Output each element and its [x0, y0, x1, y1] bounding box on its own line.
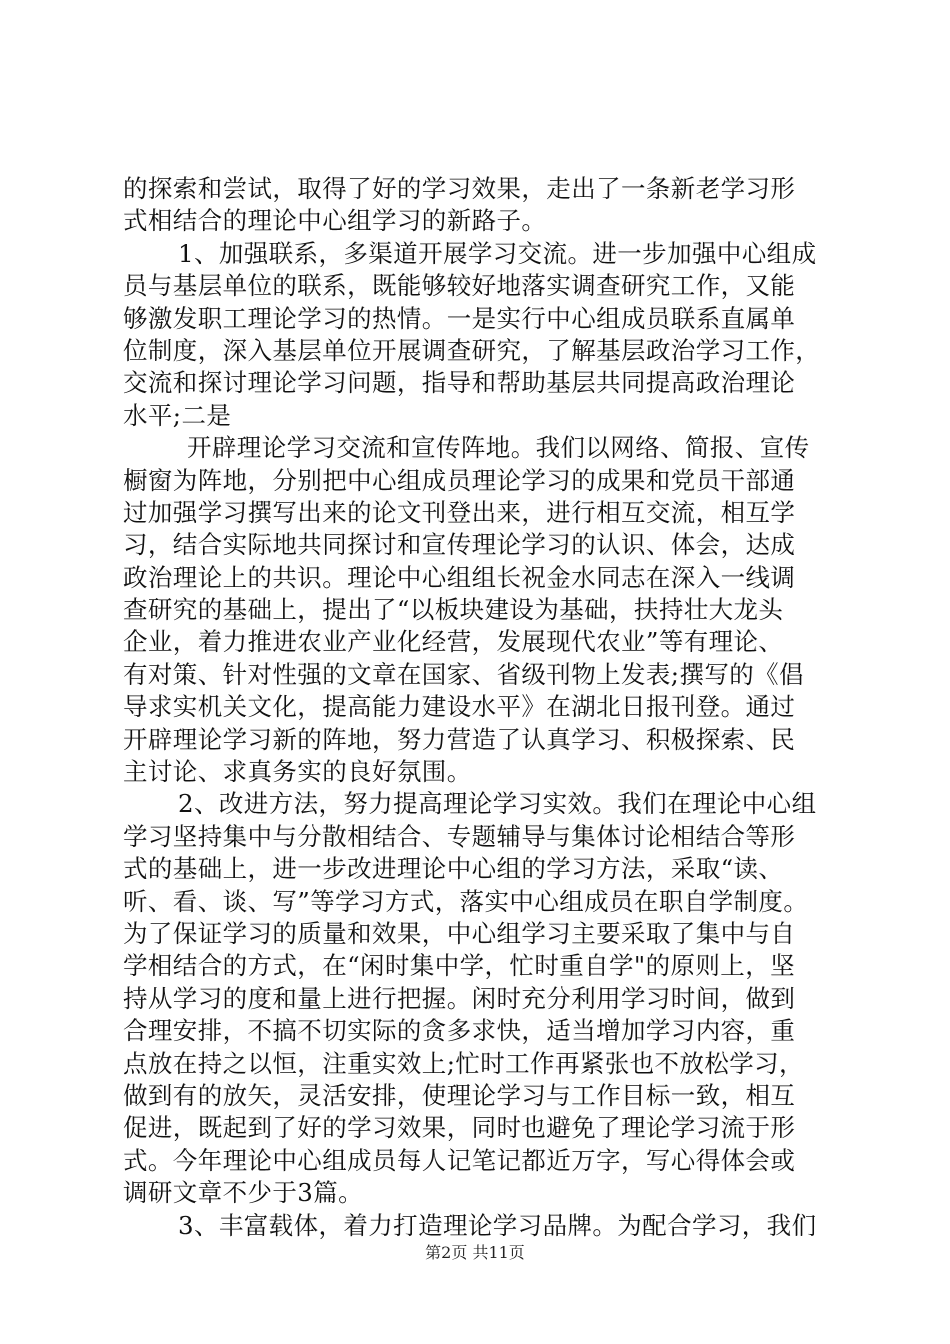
page-footer [0, 1243, 950, 1263]
text-line: 习，结合实际地共同探讨和宣传理论学习的认识、体会，达成 [123, 530, 796, 560]
paragraph-1-start: 1、加强联系，多渠道开展学习交流。进一步加强中心组成 [178, 238, 817, 268]
text-line: 学相结合的方式，在“闲时集中学，忙时重自学"的原则上，坚 [123, 951, 795, 981]
text-line: 式的基础上，进一步改进理论中心组的学习方法，采取“读、 [123, 854, 784, 884]
text-line: 有对策、针对性强的文章在国家、省级刊物上发表;撰写的《倡 [123, 659, 804, 689]
text-line: 开辟理论学习新的阵地，努力营造了认真学习、积极探索、民 [123, 724, 796, 754]
text-line: 做到有的放矢，灵活安排，使理论学习与工作目标一致，相互 [123, 1080, 796, 1110]
paragraph-3-start: 3、丰富载体，着力打造理论学习品牌。为配合学习，我们 [178, 1210, 817, 1240]
paragraph-2-start: 2、改进方法，努力提高理论学习实效。我们在理论中心组 [178, 789, 817, 819]
body-text [123, 173, 833, 1242]
text-line: 式。今年理论中心组成员每人记笔记都近万字，写心得体会或 [123, 1145, 796, 1175]
text-line: 合理安排，不搞不切实际的贪多求快，适当增加学习内容，重 [123, 1016, 796, 1046]
text-line: 员与基层单位的联系，既能够较好地落实调查研究工作，又能 [123, 271, 796, 301]
text-line: 的探索和尝试，取得了好的学习效果，走出了一条新老学习形 [123, 174, 796, 203]
text-line: 导求实机关文化，提高能力建设水平》在湖北日报刊登。通过 [123, 692, 796, 722]
text-line: 位制度，深入基层单位开展调查研究，了解基层政治学习工作， [123, 335, 821, 365]
text-line: 主讨论、求真务实的良好氛围。 [123, 757, 472, 787]
page-number-label: 第2页 共11页 [425, 1243, 525, 1262]
text-line: 调研文章不少于3篇。 [123, 1178, 364, 1208]
text-line: 学习坚持集中与分散相结合、专题辅导与集体讨论相结合等形 [123, 821, 796, 851]
text-line: 为了保证学习的质量和效果，中心组学习主要采取了集中与自 [123, 918, 796, 948]
text-line: 过加强学习撰写出来的论文刊登出来，进行相互交流，相互学 [123, 497, 796, 527]
text-line: 政治理论上的共识。理论中心组组长祝金水同志在深入一线调 [123, 562, 796, 592]
text-line: 查研究的基础上，提出了“以板块建设为基础，扶持壮大龙头 [123, 595, 784, 625]
text-line: 促进，既起到了好的学习效果，同时也避免了理论学习流于形 [123, 1113, 796, 1143]
text-line: 听、看、谈、写”等学习方式，落实中心组成员在职自学制度。 [123, 886, 809, 916]
text-line: 交流和探讨理论学习问题，指导和帮助基层共同提高政治理论 [123, 368, 796, 398]
text-line: 企业，着力推进农业产业化经营，发展现代农业”等有理论、 [123, 627, 784, 657]
text-line: 式相结合的理论中心组学习的新路子。 [123, 206, 547, 236]
text-line: 点放在持之以恒，注重实效上;忙时工作再紧张也不放松学习， [123, 1048, 804, 1078]
text-line: 够激发职工理论学习的热情。一是实行中心组成员联系直属单 [123, 303, 796, 333]
text-line: 橱窗为阵地，分别把中心组成员理论学习的成果和党员干部通 [123, 465, 796, 495]
text-line: 持从学习的度和量上进行把握。闲时充分利用学习时间，做到 [123, 983, 796, 1013]
paragraph-start: 开辟理论学习交流和宣传阵地。我们以网络、简报、宣传 [187, 433, 810, 463]
text-line: 水平;二是 [123, 400, 232, 430]
